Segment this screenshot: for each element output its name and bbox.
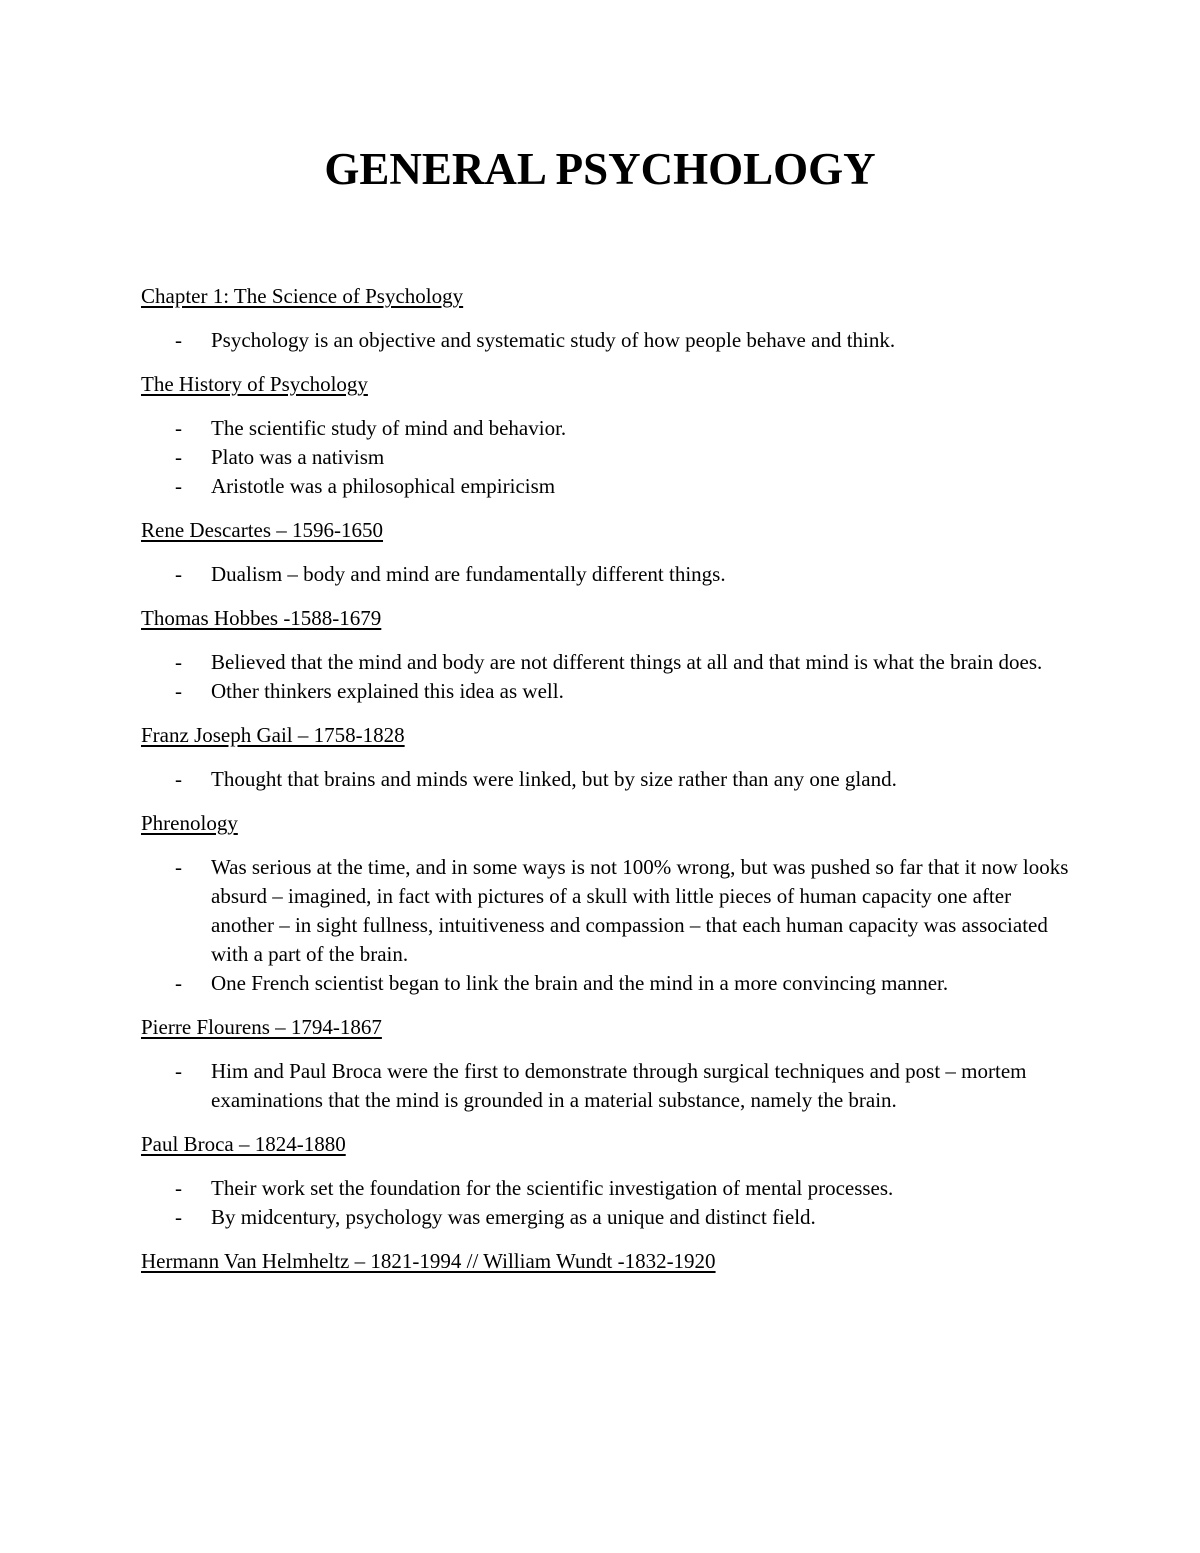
dash-bullet-icon: -	[175, 474, 182, 498]
document-title: GENERAL PSYCHOLOGY	[324, 144, 876, 194]
list-item	[141, 969, 1071, 998]
list-item	[141, 560, 1071, 589]
list-item-text: Their work set the foundation for the scientific investigation of mental processes.	[211, 1176, 894, 1200]
section-heading: Franz Joseph Gail – 1758-1828	[141, 723, 405, 747]
dash-bullet-icon: -	[175, 328, 182, 352]
list-item-text: One French scientist began to link the brain and the mind in a more convincing manner.	[211, 971, 949, 995]
list-item-text: The scientific study of mind and behavior.	[211, 416, 567, 440]
dash-bullet-icon: -	[175, 650, 182, 674]
dash-bullet-icon: -	[175, 971, 182, 995]
section-heading: Pierre Flourens – 1794-1867	[141, 1015, 382, 1039]
section	[141, 370, 1071, 501]
dash-bullet-icon: -	[175, 1176, 182, 1200]
list-item	[141, 472, 1071, 501]
list-item-text: Aristotle was a philosophical empiricism	[211, 474, 556, 498]
section-heading: The History of Psychology	[141, 372, 368, 396]
bullet-list	[141, 765, 1071, 794]
list-item-text: Psychology is an objective and systematic study of how people behave and think.	[211, 328, 896, 352]
dash-bullet-icon: -	[175, 562, 182, 586]
bullet-list	[141, 853, 1071, 998]
list-item-text: Was serious at the time, and in some ways is not 100% wrong, but was pushed so far that it now looks absurd – imagined, in fact with pictures of a skull with little pieces of human capacity one after another – in sight fullness, intuitiveness and compassion – that each human capacity was associated with a part of the brain.	[211, 855, 1069, 966]
section-heading: Rene Descartes – 1596-1650	[141, 518, 384, 542]
list-item	[141, 1203, 1071, 1232]
list-item-text: Him and Paul Broca were the first to demonstrate through surgical techniques and post – mortem examinations that the mind is grounded in a material substance, namely the brain.	[211, 1059, 1027, 1112]
section	[141, 604, 1071, 706]
document-body	[141, 282, 1071, 1291]
section	[141, 1247, 1071, 1276]
dash-bullet-icon: -	[175, 416, 182, 440]
list-item	[141, 648, 1071, 677]
bullet-list	[141, 1057, 1071, 1115]
dash-bullet-icon: -	[175, 679, 182, 703]
bullet-list	[141, 560, 1071, 589]
list-item-text: Dualism – body and mind are fundamentally different things.	[211, 562, 726, 586]
bullet-list	[141, 1174, 1071, 1232]
list-item	[141, 1057, 1071, 1115]
list-item	[141, 443, 1071, 472]
bullet-list	[141, 648, 1071, 706]
bullet-list	[141, 326, 1071, 355]
section-heading: Hermann Van Helmheltz – 1821-1994 // William Wundt -1832-1920	[141, 1249, 716, 1273]
section	[141, 721, 1071, 794]
section	[141, 282, 1071, 355]
dash-bullet-icon: -	[175, 445, 182, 469]
section-heading: Phrenology	[141, 811, 238, 835]
section	[141, 516, 1071, 589]
bullet-list	[141, 414, 1071, 501]
section-heading: Paul Broca – 1824-1880	[141, 1132, 346, 1156]
list-item	[141, 1174, 1071, 1203]
section	[141, 809, 1071, 998]
list-item	[141, 414, 1071, 443]
dash-bullet-icon: -	[175, 767, 182, 791]
section	[141, 1013, 1071, 1115]
dash-bullet-icon: -	[175, 855, 182, 879]
list-item-text: Believed that the mind and body are not different things at all and that mind is what the brain does.	[211, 650, 1043, 674]
dash-bullet-icon: -	[175, 1059, 182, 1083]
list-item	[141, 765, 1071, 794]
list-item	[141, 677, 1071, 706]
list-item-text: Plato was a nativism	[211, 445, 385, 469]
section-heading: Chapter 1: The Science of Psychology	[141, 284, 464, 308]
list-item	[141, 326, 1071, 355]
list-item-text: Other thinkers explained this idea as well.	[211, 679, 564, 703]
list-item	[141, 853, 1071, 969]
section-heading: Thomas Hobbes -1588-1679	[141, 606, 382, 630]
list-item-text: Thought that brains and minds were linked, but by size rather than any one gland.	[211, 767, 897, 791]
dash-bullet-icon: -	[175, 1205, 182, 1229]
section	[141, 1130, 1071, 1232]
list-item-text: By midcentury, psychology was emerging as a unique and distinct field.	[211, 1205, 816, 1229]
